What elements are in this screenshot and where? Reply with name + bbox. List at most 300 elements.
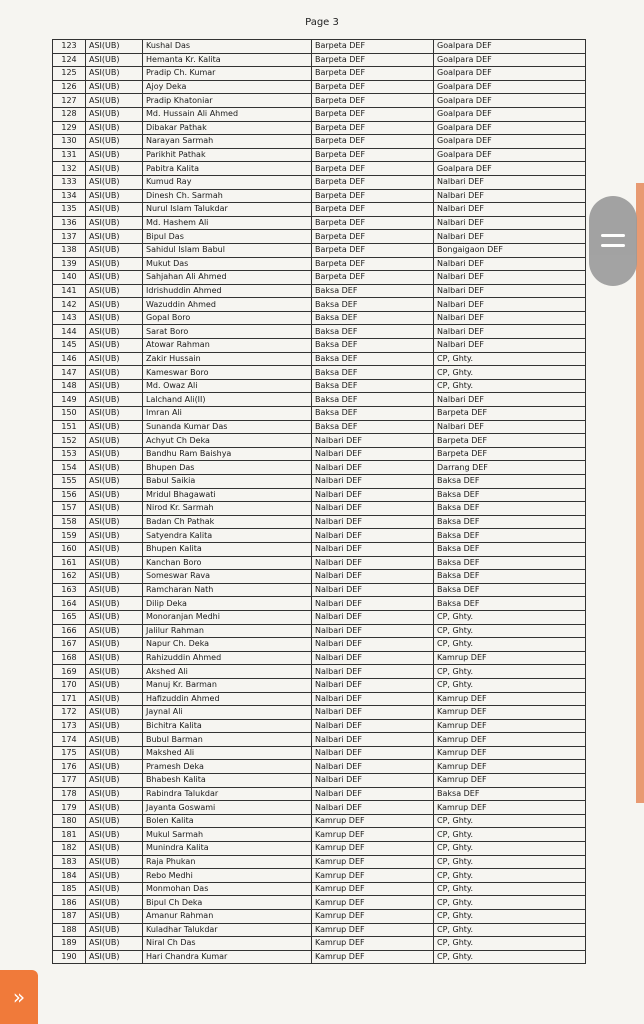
name-cell: Hemanta Kr. Kalita [143, 53, 312, 67]
serial-cell: 125 [53, 67, 86, 81]
name-cell: Rabindra Talukdar [143, 787, 312, 801]
name-cell: Mridul Bhagawati [143, 488, 312, 502]
rank-cell: ASI(UB) [86, 243, 143, 257]
from-unit-cell: Nalbari DEF [312, 434, 434, 448]
to-unit-cell: Nalbari DEF [434, 189, 586, 203]
table-row [53, 107, 586, 121]
rank-cell: ASI(UB) [86, 311, 143, 325]
to-unit-cell: Goalpara DEF [434, 53, 586, 67]
from-unit-cell: Baksa DEF [312, 352, 434, 366]
rank-cell: ASI(UB) [86, 175, 143, 189]
name-cell: Manuj Kr. Barman [143, 678, 312, 692]
to-unit-cell: CP, Ghty. [434, 610, 586, 624]
name-cell: Pradip Ch. Kumar [143, 67, 312, 81]
name-cell: Sahidul Islam Babul [143, 243, 312, 257]
serial-cell: 126 [53, 80, 86, 94]
from-unit-cell: Baksa DEF [312, 379, 434, 393]
to-unit-cell: Goalpara DEF [434, 162, 586, 176]
from-unit-cell: Barpeta DEF [312, 80, 434, 94]
name-cell: Nurul Islam Talukdar [143, 203, 312, 217]
name-cell: Badan Ch Pathak [143, 515, 312, 529]
from-unit-cell: Kamrup DEF [312, 882, 434, 896]
from-unit-cell: Barpeta DEF [312, 107, 434, 121]
table-row [53, 515, 586, 529]
from-unit-cell: Nalbari DEF [312, 597, 434, 611]
table-row [53, 542, 586, 556]
from-unit-cell: Nalbari DEF [312, 678, 434, 692]
name-cell: Jalilur Rahman [143, 624, 312, 638]
serial-cell: 147 [53, 366, 86, 380]
name-cell: Dibakar Pathak [143, 121, 312, 135]
from-unit-cell: Kamrup DEF [312, 828, 434, 842]
from-unit-cell: Nalbari DEF [312, 665, 434, 679]
rank-cell: ASI(UB) [86, 923, 143, 937]
to-unit-cell: Baksa DEF [434, 556, 586, 570]
rank-cell: ASI(UB) [86, 379, 143, 393]
table-row [53, 760, 586, 774]
name-cell: Kanchan Boro [143, 556, 312, 570]
to-unit-cell: CP, Ghty. [434, 638, 586, 652]
serial-cell: 137 [53, 230, 86, 244]
serial-cell: 182 [53, 842, 86, 856]
to-unit-cell: CP, Ghty. [434, 828, 586, 842]
from-unit-cell: Kamrup DEF [312, 869, 434, 883]
serial-cell: 123 [53, 40, 86, 54]
rank-cell: ASI(UB) [86, 325, 143, 339]
to-unit-cell: CP, Ghty. [434, 869, 586, 883]
name-cell: Atowar Rahman [143, 339, 312, 353]
rank-cell: ASI(UB) [86, 148, 143, 162]
table-row [53, 94, 586, 108]
serial-cell: 134 [53, 189, 86, 203]
to-unit-cell: Baksa DEF [434, 515, 586, 529]
name-cell: Rahizuddin Ahmed [143, 651, 312, 665]
table-row [53, 828, 586, 842]
to-unit-cell: Bongaigaon DEF [434, 243, 586, 257]
table-row [53, 882, 586, 896]
table-row [53, 407, 586, 421]
serial-cell: 142 [53, 298, 86, 312]
serial-cell: 183 [53, 855, 86, 869]
to-unit-cell: Kamrup DEF [434, 801, 586, 815]
rank-cell: ASI(UB) [86, 570, 143, 584]
rank-cell: ASI(UB) [86, 447, 143, 461]
name-cell: Gopal Boro [143, 311, 312, 325]
table-row [53, 434, 586, 448]
from-unit-cell: Baksa DEF [312, 311, 434, 325]
rank-cell: ASI(UB) [86, 135, 143, 149]
from-unit-cell: Kamrup DEF [312, 855, 434, 869]
table-row [53, 162, 586, 176]
from-unit-cell: Baksa DEF [312, 298, 434, 312]
table-row [53, 651, 586, 665]
rank-cell: ASI(UB) [86, 746, 143, 760]
from-unit-cell: Nalbari DEF [312, 447, 434, 461]
name-cell: Jayanta Goswami [143, 801, 312, 815]
to-unit-cell: Nalbari DEF [434, 420, 586, 434]
name-cell: Dilip Deka [143, 597, 312, 611]
from-unit-cell: Nalbari DEF [312, 760, 434, 774]
table-row [53, 950, 586, 964]
table-row [53, 216, 586, 230]
serial-cell: 172 [53, 706, 86, 720]
to-unit-cell: Baksa DEF [434, 529, 586, 543]
name-cell: Munindra Kalita [143, 842, 312, 856]
name-cell: Napur Ch. Deka [143, 638, 312, 652]
to-unit-cell: Nalbari DEF [434, 257, 586, 271]
rank-cell: ASI(UB) [86, 230, 143, 244]
from-unit-cell: Nalbari DEF [312, 461, 434, 475]
table-row [53, 311, 586, 325]
rank-cell: ASI(UB) [86, 94, 143, 108]
serial-cell: 173 [53, 719, 86, 733]
to-unit-cell: CP, Ghty. [434, 937, 586, 951]
rank-cell: ASI(UB) [86, 597, 143, 611]
rank-cell: ASI(UB) [86, 882, 143, 896]
table-row [53, 379, 586, 393]
from-unit-cell: Barpeta DEF [312, 162, 434, 176]
rank-cell: ASI(UB) [86, 475, 143, 489]
table-row [53, 583, 586, 597]
name-cell: Md. Owaz Ali [143, 379, 312, 393]
from-unit-cell: Kamrup DEF [312, 923, 434, 937]
table-row [53, 203, 586, 217]
from-unit-cell: Baksa DEF [312, 366, 434, 380]
table-row [53, 53, 586, 67]
table-row [53, 502, 586, 516]
to-unit-cell: Goalpara DEF [434, 148, 586, 162]
name-cell: Sahjahan Ali Ahmed [143, 271, 312, 285]
to-unit-cell: Goalpara DEF [434, 67, 586, 81]
rank-cell: ASI(UB) [86, 339, 143, 353]
to-unit-cell: Goalpara DEF [434, 94, 586, 108]
serial-cell: 124 [53, 53, 86, 67]
table-row [53, 610, 586, 624]
serial-cell: 146 [53, 352, 86, 366]
table-row [53, 325, 586, 339]
rank-cell: ASI(UB) [86, 610, 143, 624]
rank-cell: ASI(UB) [86, 461, 143, 475]
page-title: Page 3 [305, 17, 339, 28]
from-unit-cell: Barpeta DEF [312, 257, 434, 271]
serial-cell: 169 [53, 665, 86, 679]
rank-cell: ASI(UB) [86, 787, 143, 801]
name-cell: Zakir Hussain [143, 352, 312, 366]
rank-cell: ASI(UB) [86, 40, 143, 54]
serial-cell: 174 [53, 733, 86, 747]
name-cell: Idrishuddin Ahmed [143, 284, 312, 298]
to-unit-cell: Goalpara DEF [434, 40, 586, 54]
from-unit-cell: Baksa DEF [312, 420, 434, 434]
serial-cell: 155 [53, 475, 86, 489]
to-unit-cell: CP, Ghty. [434, 678, 586, 692]
table-row [53, 339, 586, 353]
table-row [53, 420, 586, 434]
name-cell: Sunanda Kumar Das [143, 420, 312, 434]
serial-cell: 160 [53, 542, 86, 556]
rank-cell: ASI(UB) [86, 284, 143, 298]
from-unit-cell: Barpeta DEF [312, 243, 434, 257]
rank-cell: ASI(UB) [86, 706, 143, 720]
serial-cell: 143 [53, 311, 86, 325]
table-row [53, 393, 586, 407]
name-cell: Pabitra Kalita [143, 162, 312, 176]
from-unit-cell: Nalbari DEF [312, 583, 434, 597]
table-row [53, 692, 586, 706]
rank-cell: ASI(UB) [86, 271, 143, 285]
serial-cell: 140 [53, 271, 86, 285]
to-unit-cell: Kamrup DEF [434, 719, 586, 733]
name-cell: Makshed Ali [143, 746, 312, 760]
name-cell: Rebo Medhi [143, 869, 312, 883]
table-row [53, 719, 586, 733]
serial-cell: 141 [53, 284, 86, 298]
personnel-table [52, 39, 586, 964]
rank-cell: ASI(UB) [86, 814, 143, 828]
rank-cell: ASI(UB) [86, 719, 143, 733]
to-unit-cell: Kamrup DEF [434, 706, 586, 720]
serial-cell: 135 [53, 203, 86, 217]
table-row [53, 746, 586, 760]
serial-cell: 158 [53, 515, 86, 529]
table-row [53, 67, 586, 81]
name-cell: Achyut Ch Deka [143, 434, 312, 448]
rank-cell: ASI(UB) [86, 407, 143, 421]
from-unit-cell: Nalbari DEF [312, 787, 434, 801]
to-unit-cell: Barpeta DEF [434, 407, 586, 421]
from-unit-cell: Nalbari DEF [312, 502, 434, 516]
name-cell: Wazuddin Ahmed [143, 298, 312, 312]
from-unit-cell: Nalbari DEF [312, 610, 434, 624]
table-row [53, 733, 586, 747]
table-row [53, 923, 586, 937]
serial-cell: 132 [53, 162, 86, 176]
serial-cell: 165 [53, 610, 86, 624]
from-unit-cell: Barpeta DEF [312, 135, 434, 149]
name-cell: Bipul Ch Deka [143, 896, 312, 910]
name-cell: Pradip Khatoniar [143, 94, 312, 108]
to-unit-cell: CP, Ghty. [434, 366, 586, 380]
name-cell: Ramcharan Nath [143, 583, 312, 597]
name-cell: Kushal Das [143, 40, 312, 54]
from-unit-cell: Nalbari DEF [312, 515, 434, 529]
to-unit-cell: Baksa DEF [434, 583, 586, 597]
serial-cell: 168 [53, 651, 86, 665]
name-cell: Imran Ali [143, 407, 312, 421]
to-unit-cell: Nalbari DEF [434, 311, 586, 325]
rank-cell: ASI(UB) [86, 828, 143, 842]
rank-cell: ASI(UB) [86, 488, 143, 502]
to-unit-cell: Nalbari DEF [434, 284, 586, 298]
rank-cell: ASI(UB) [86, 216, 143, 230]
table-row [53, 271, 586, 285]
from-unit-cell: Nalbari DEF [312, 488, 434, 502]
name-cell: Bolen Kalita [143, 814, 312, 828]
rank-cell: ASI(UB) [86, 529, 143, 543]
table-row [53, 121, 586, 135]
rank-cell: ASI(UB) [86, 556, 143, 570]
rank-cell: ASI(UB) [86, 678, 143, 692]
from-unit-cell: Barpeta DEF [312, 94, 434, 108]
from-unit-cell: Barpeta DEF [312, 53, 434, 67]
serial-cell: 145 [53, 339, 86, 353]
from-unit-cell: Nalbari DEF [312, 570, 434, 584]
serial-cell: 161 [53, 556, 86, 570]
name-cell: Kuladhar Talukdar [143, 923, 312, 937]
serial-cell: 144 [53, 325, 86, 339]
page-edge-mark [636, 183, 644, 803]
name-cell: Dinesh Ch. Sarmah [143, 189, 312, 203]
rank-cell: ASI(UB) [86, 651, 143, 665]
rank-cell: ASI(UB) [86, 121, 143, 135]
serial-cell: 157 [53, 502, 86, 516]
to-unit-cell: CP, Ghty. [434, 910, 586, 924]
serial-cell: 128 [53, 107, 86, 121]
scroll-handle[interactable] [589, 196, 637, 286]
name-cell: Md. Hussain Ali Ahmed [143, 107, 312, 121]
table-row [53, 148, 586, 162]
serial-cell: 184 [53, 869, 86, 883]
table-body [53, 40, 586, 964]
rank-cell: ASI(UB) [86, 542, 143, 556]
table-row [53, 556, 586, 570]
to-unit-cell: Nalbari DEF [434, 393, 586, 407]
from-unit-cell: Baksa DEF [312, 284, 434, 298]
name-cell: Kumud Ray [143, 175, 312, 189]
from-unit-cell: Kamrup DEF [312, 910, 434, 924]
rank-cell: ASI(UB) [86, 203, 143, 217]
serial-cell: 156 [53, 488, 86, 502]
to-unit-cell: Nalbari DEF [434, 203, 586, 217]
serial-cell: 170 [53, 678, 86, 692]
rank-cell: ASI(UB) [86, 298, 143, 312]
from-unit-cell: Nalbari DEF [312, 774, 434, 788]
name-cell: Jaynal Ali [143, 706, 312, 720]
to-unit-cell: Barpeta DEF [434, 434, 586, 448]
from-unit-cell: Barpeta DEF [312, 230, 434, 244]
to-unit-cell: CP, Ghty. [434, 923, 586, 937]
from-unit-cell: Barpeta DEF [312, 216, 434, 230]
to-unit-cell: Kamrup DEF [434, 746, 586, 760]
name-cell: Satyendra Kalita [143, 529, 312, 543]
serial-cell: 175 [53, 746, 86, 760]
to-unit-cell: CP, Ghty. [434, 814, 586, 828]
from-unit-cell: Nalbari DEF [312, 719, 434, 733]
name-cell: Mukut Das [143, 257, 312, 271]
to-unit-cell: CP, Ghty. [434, 882, 586, 896]
name-cell: Bhabesh Kalita [143, 774, 312, 788]
name-cell: Hafizuddin Ahmed [143, 692, 312, 706]
rank-cell: ASI(UB) [86, 760, 143, 774]
to-unit-cell: CP, Ghty. [434, 352, 586, 366]
to-unit-cell: Baksa DEF [434, 542, 586, 556]
from-unit-cell: Nalbari DEF [312, 692, 434, 706]
serial-cell: 131 [53, 148, 86, 162]
name-cell: Bhupen Kalita [143, 542, 312, 556]
serial-cell: 129 [53, 121, 86, 135]
table-row [53, 230, 586, 244]
name-cell: Amanur Rahman [143, 910, 312, 924]
name-cell: Babul Saikia [143, 475, 312, 489]
rank-cell: ASI(UB) [86, 515, 143, 529]
rank-cell: ASI(UB) [86, 420, 143, 434]
name-cell: Md. Hashem Ali [143, 216, 312, 230]
next-page-button[interactable] [0, 970, 38, 1024]
table-row [53, 257, 586, 271]
from-unit-cell: Nalbari DEF [312, 706, 434, 720]
serial-cell: 167 [53, 638, 86, 652]
rank-cell: ASI(UB) [86, 352, 143, 366]
name-cell: Kameswar Boro [143, 366, 312, 380]
table-row [53, 801, 586, 815]
name-cell: Sarat Boro [143, 325, 312, 339]
from-unit-cell: Baksa DEF [312, 407, 434, 421]
serial-cell: 149 [53, 393, 86, 407]
name-cell: Akshed Ali [143, 665, 312, 679]
to-unit-cell: Nalbari DEF [434, 325, 586, 339]
from-unit-cell: Barpeta DEF [312, 203, 434, 217]
from-unit-cell: Barpeta DEF [312, 67, 434, 81]
rank-cell: ASI(UB) [86, 366, 143, 380]
from-unit-cell: Nalbari DEF [312, 746, 434, 760]
to-unit-cell: Goalpara DEF [434, 80, 586, 94]
from-unit-cell: Barpeta DEF [312, 40, 434, 54]
rank-cell: ASI(UB) [86, 393, 143, 407]
serial-cell: 153 [53, 447, 86, 461]
double-chevron-right-icon: » [12, 985, 26, 1009]
name-cell: Niral Ch Das [143, 937, 312, 951]
table-row [53, 787, 586, 801]
serial-cell: 148 [53, 379, 86, 393]
rank-cell: ASI(UB) [86, 53, 143, 67]
from-unit-cell: Barpeta DEF [312, 148, 434, 162]
rank-cell: ASI(UB) [86, 583, 143, 597]
serial-cell: 179 [53, 801, 86, 815]
table-row [53, 774, 586, 788]
from-unit-cell: Kamrup DEF [312, 896, 434, 910]
from-unit-cell: Nalbari DEF [312, 801, 434, 815]
rank-cell: ASI(UB) [86, 910, 143, 924]
from-unit-cell: Kamrup DEF [312, 842, 434, 856]
table-row [53, 842, 586, 856]
serial-cell: 138 [53, 243, 86, 257]
rank-cell: ASI(UB) [86, 189, 143, 203]
to-unit-cell: Kamrup DEF [434, 774, 586, 788]
to-unit-cell: Nalbari DEF [434, 271, 586, 285]
serial-cell: 164 [53, 597, 86, 611]
to-unit-cell: Baksa DEF [434, 488, 586, 502]
to-unit-cell: Kamrup DEF [434, 692, 586, 706]
table-row [53, 135, 586, 149]
from-unit-cell: Kamrup DEF [312, 814, 434, 828]
name-cell: Bhupen Das [143, 461, 312, 475]
to-unit-cell: Darrang DEF [434, 461, 586, 475]
serial-cell: 127 [53, 94, 86, 108]
name-cell: Hari Chandra Kumar [143, 950, 312, 964]
rank-cell: ASI(UB) [86, 937, 143, 951]
table-row [53, 706, 586, 720]
table-row [53, 175, 586, 189]
to-unit-cell: Nalbari DEF [434, 339, 586, 353]
serial-cell: 189 [53, 937, 86, 951]
table-row [53, 597, 586, 611]
to-unit-cell: CP, Ghty. [434, 624, 586, 638]
table-row [53, 814, 586, 828]
rank-cell: ASI(UB) [86, 80, 143, 94]
rank-cell: ASI(UB) [86, 801, 143, 815]
name-cell: Parikhit Pathak [143, 148, 312, 162]
name-cell: Someswar Rava [143, 570, 312, 584]
